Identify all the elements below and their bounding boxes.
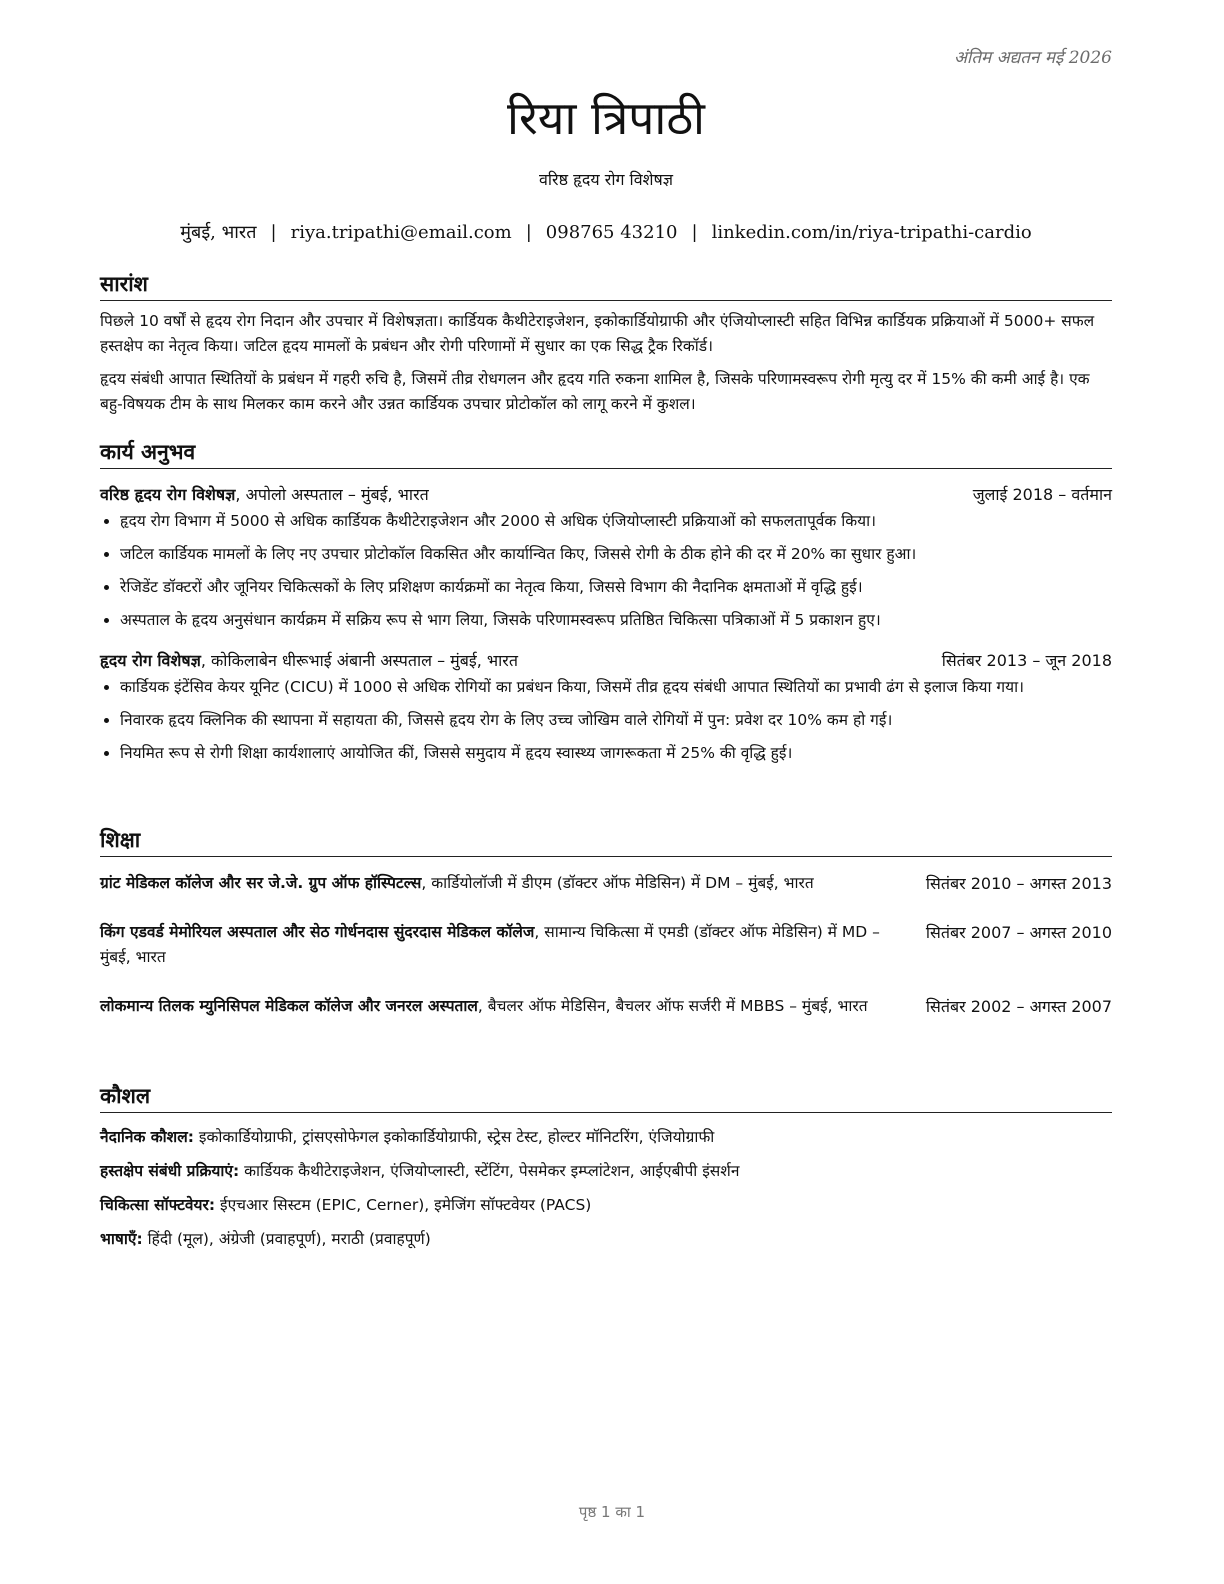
education-date: सितंबर 2010 – अगस्त 2013 xyxy=(925,874,1112,893)
education-date: सितंबर 2002 – अगस्त 2007 xyxy=(925,997,1112,1016)
education-entry xyxy=(100,920,1112,970)
job-position: वरिष्ठ हृदय रोग विशेषज्ञ xyxy=(100,485,236,504)
job-org: , कोकिलाबेन धीरूभाई अंबानी अस्पताल – मुंबई, भारत xyxy=(200,651,518,670)
job-bullet: • हृदय रोग विभाग में 5000 से अधिक कार्डियक कैथीटेराइजेशन और 2000 से अधिक एंजियोप्लास्टी प्रक्रियाओं को सफलतापूर्वक किया। xyxy=(120,509,1112,534)
job-bullets xyxy=(100,675,1112,766)
education-detail: , बैचलर ऑफ मेडिसिन, बैचलर ऑफ सर्जरी में MBBS – मुंबई, भारत xyxy=(477,997,868,1015)
contact-line xyxy=(100,220,1112,244)
last-updated: अंतिम अद्यतन मई 2026 xyxy=(953,48,1112,68)
skill-label: नैदानिक कौशल: xyxy=(100,1128,194,1146)
section-title-education: शिक्षा xyxy=(100,826,1112,857)
job-header xyxy=(100,649,1112,671)
skill-label: हस्तक्षेप संबंधी प्रक्रियाएं: xyxy=(100,1162,240,1180)
education-text xyxy=(100,994,890,1019)
job-bullet: • रेजिडेंट डॉक्टरों और जूनियर चिकित्सकों के लिए प्रशिक्षण कार्यक्रमों का नेतृत्व किया, जिससे विभाग की नैदानिक क्षमताओं में वृद्धि हुई। xyxy=(120,575,1112,600)
job-bullet: • कार्डियक इंटेंसिव केयर यूनिट (CICU) में 1000 से अधिक रोगियों का प्रबंधन किया, जिसमें तीव्र हृदय संबंधी आपात स्थितियों का प्रभावी ढंग से इलाज किया गया। xyxy=(120,675,1112,700)
job-entry xyxy=(100,483,1112,633)
job-entry xyxy=(100,649,1112,766)
job-title-line xyxy=(100,483,429,505)
page-number: पृष्ठ 1 का 1 xyxy=(578,1503,646,1521)
job-position: हृदय रोग विशेषज्ञ xyxy=(100,651,201,670)
skill-line xyxy=(100,1125,1112,1150)
candidate-name: रिया त्रिपाठी xyxy=(507,91,705,145)
education-institution: लोकमान्य तिलक म्युनिसिपल मेडिकल कॉलेज और जनरल अस्पताल xyxy=(100,997,478,1015)
section-title-skills: कौशल xyxy=(100,1082,1112,1113)
skill-label: चिकित्सा सॉफ्टवेयर: xyxy=(100,1196,216,1214)
candidate-role: वरिष्ठ हृदय रोग विशेषज्ञ xyxy=(539,170,673,189)
job-header xyxy=(100,483,1112,505)
skill-label: भाषाएँ: xyxy=(100,1230,143,1248)
skills-section xyxy=(100,1082,1112,1252)
summary-paragraph: पिछले 10 वर्षों से हृदय रोग निदान और उपचार में विशेषज्ञता। कार्डियक कैथीटेराइजेशन, इकोकार्डियोग्राफी और एंजियोप्लास्टी सहित विभिन्न कार्डियक प्रक्रियाओं में 5000+ सफल हस्तक्षेप का नेतृत्व किया। जटिल हृदय मामलों के प्रबंधन और रोगी परिणामों में सुधार का एक सिद्ध ट्रैक रिकॉर्ड। xyxy=(100,312,1095,355)
skill-value: कार्डियक कैथीटेराइजेशन, एंजियोप्लास्टी, स्टेंटिंग, पेसमेकर इम्प्लांटेशन, आईएबीपी इंसर्शन xyxy=(239,1162,740,1180)
education-date: सितंबर 2007 – अगस्त 2010 xyxy=(925,923,1112,942)
contact-phone: 098765 43210 xyxy=(545,222,678,243)
contact-separator: | xyxy=(270,222,277,243)
job-bullets xyxy=(100,509,1112,633)
summary-paragraph: हृदय संबंधी आपात स्थितियों के प्रबंधन में गहरी रुचि है, जिसमें तीव्र रोधगलन और हृदय गति रुकना शामिल है, जिसके परिणामस्वरूप रोगी मृत्यु दर में 15% की कमी आई है। एक बहु-विषयक टीम के साथ मिलकर काम करने और उन्नत कार्डियक उपचार प्रोटोकॉल को लागू करने में कुशल। xyxy=(100,370,1090,413)
education-detail: , सामान्य चिकित्सा में एमडी (डॉक्टर ऑफ मेडिसिन) में MD – मुंबई, भारत xyxy=(100,923,880,966)
skill-line xyxy=(100,1193,1112,1218)
job-date: सितंबर 2013 – जून 2018 xyxy=(941,651,1112,670)
skill-value: ईएचआर सिस्टम (EPIC, Cerner), इमेजिंग सॉफ्टवेयर (PACS) xyxy=(215,1196,592,1214)
education-entry xyxy=(100,871,1112,896)
job-bullet: • जटिल कार्डियक मामलों के लिए नए उपचार प्रोटोकॉल विकसित और कार्यान्वित किए, जिससे रोगी के ठीक होने की दर में 20% का सुधार हुआ। xyxy=(120,542,1112,567)
contact-email[interactable]: riya.tripathi@email.com xyxy=(290,222,512,243)
education-institution: किंग एडवर्ड मेमोरियल अस्पताल और सेठ गोर्धनदास सुंदरदास मेडिकल कॉलेज xyxy=(100,923,535,941)
section-title-experience: कार्य अनुभव xyxy=(100,438,1112,469)
education-institution: ग्रांट मेडिकल कॉलेज और सर जे.जे. ग्रुप ऑफ हॉस्पिटल्स xyxy=(100,874,422,892)
education-entry xyxy=(100,994,1112,1019)
job-bullet: • नियमित रूप से रोगी शिक्षा कार्यशालाएं आयोजित कीं, जिससे समुदाय में हृदय स्वास्थ्य जागरूकता में 25% की वृद्धि हुई। xyxy=(120,741,1112,766)
skill-value: हिंदी (मूल), अंग्रेजी (प्रवाहपूर्ण), मराठी (प्रवाहपूर्ण) xyxy=(142,1230,431,1248)
contact-linkedin[interactable]: linkedin.com/in/riya-tripathi-cardio xyxy=(711,222,1032,243)
section-title-summary: सारांश xyxy=(100,270,1112,301)
experience-section xyxy=(100,438,1112,774)
education-detail: , कार्डियोलॉजी में डीएम (डॉक्टर ऑफ मेडिसिन) में DM – मुंबई, भारत xyxy=(421,874,814,892)
education-section xyxy=(100,826,1112,1019)
job-bullet: • अस्पताल के हृदय अनुसंधान कार्यक्रम में सक्रिय रूप से भाग लिया, जिसके परिणामस्वरूप प्रतिष्ठित चिकित्सा पत्रिकाओं में 5 प्रकाशन हुए। xyxy=(120,608,1112,633)
skill-line xyxy=(100,1227,1112,1252)
summary-section xyxy=(100,270,1112,417)
skill-line xyxy=(100,1159,1112,1184)
contact-location: मुंबई, भारत xyxy=(180,222,257,243)
contact-separator: | xyxy=(525,222,532,243)
job-org: , अपोलो अस्पताल – मुंबई, भारत xyxy=(235,485,429,504)
skill-value: इकोकार्डियोग्राफी, ट्रांसएसोफेगल इकोकार्डियोग्राफी, स्ट्रेस टेस्ट, होल्टर मॉनिटरिंग, एंजियोग्राफी xyxy=(193,1128,715,1146)
job-bullet: • निवारक हृदय क्लिनिक की स्थापना में सहायता की, जिससे हृदय रोग के लिए उच्च जोखिम वाले रोगियों में पुन: प्रवेश दर 10% कम हो गई। xyxy=(120,708,1112,733)
education-text xyxy=(100,920,890,970)
education-text xyxy=(100,871,890,896)
job-title-line xyxy=(100,649,518,671)
job-date: जुलाई 2018 – वर्तमान xyxy=(972,485,1112,504)
contact-separator: | xyxy=(691,222,698,243)
